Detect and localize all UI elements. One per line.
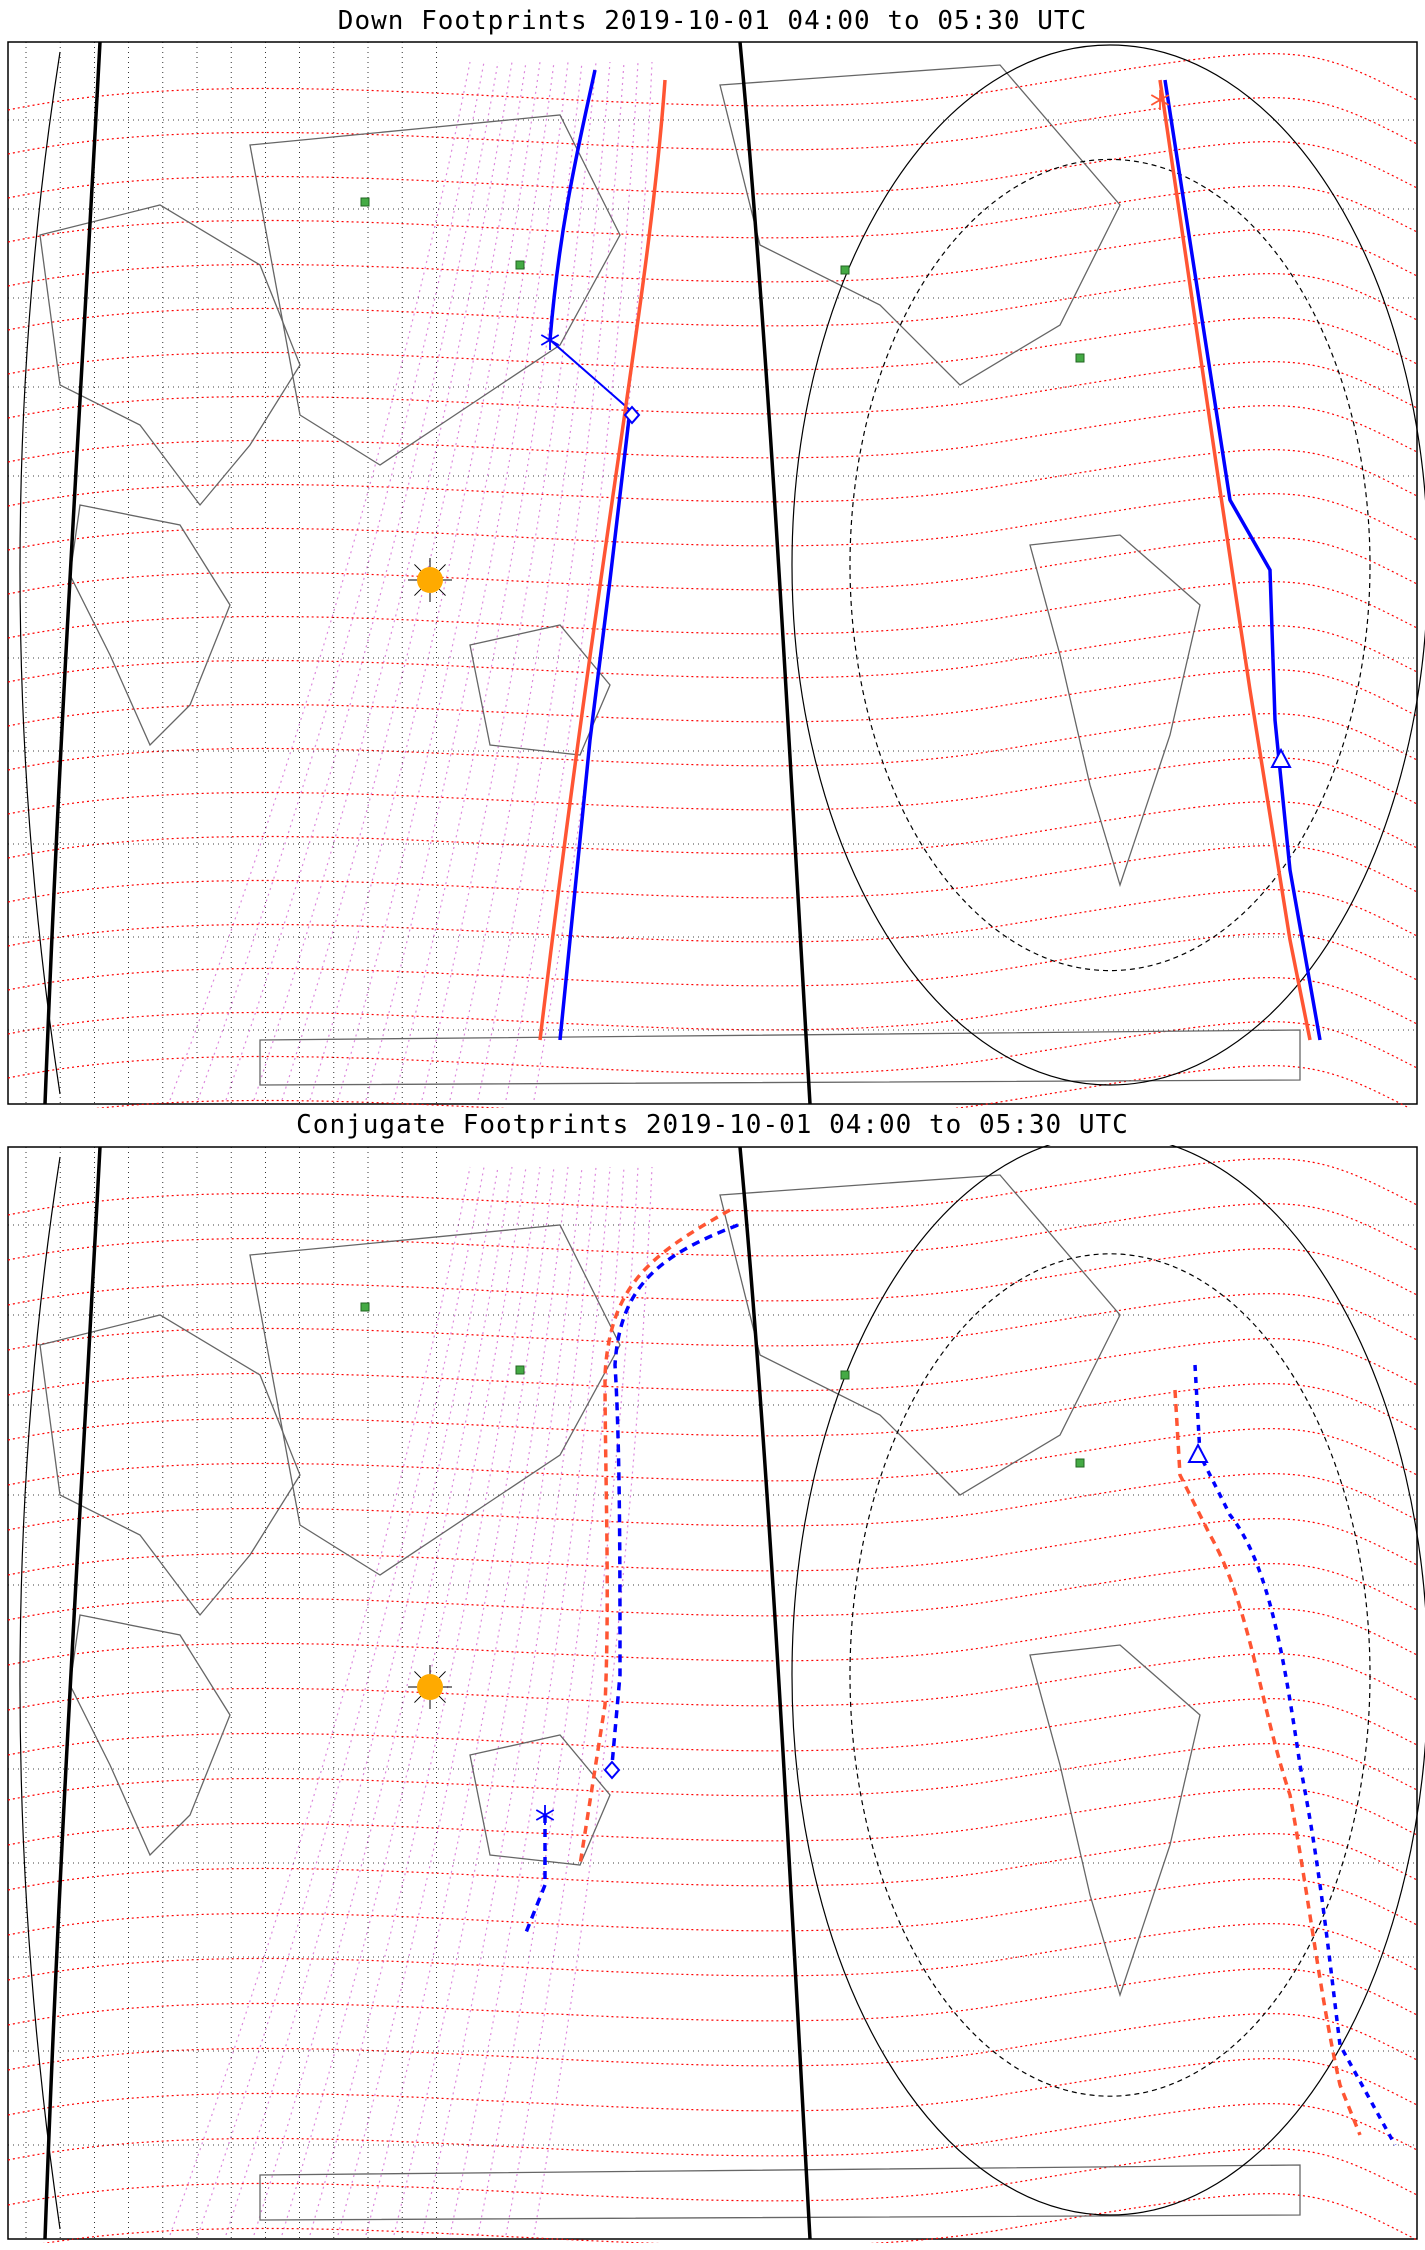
vlf-square-icon: [841, 1371, 849, 1379]
down-footprints-map: [0, 40, 1425, 1108]
panel-title-down: Down Footprints 2019-10-01 04:00 to 05:30 UTC: [337, 6, 1088, 36]
map-frame: [8, 42, 1417, 1104]
vlf-square-icon: [1076, 1459, 1084, 1467]
sun-icon: [417, 1674, 443, 1700]
vlf-square-icon: [516, 261, 524, 269]
vlf-square-icon: [361, 1303, 369, 1311]
vlf-square-icon: [361, 198, 369, 206]
vlf-square-icon: [841, 266, 849, 274]
vlf-square-icon: [516, 1366, 524, 1374]
conjugate-footprints-map: [0, 1145, 1425, 2243]
sun-marker: [408, 1665, 452, 1709]
sun-marker: [408, 558, 452, 602]
vlf-square-icon: [1076, 354, 1084, 362]
sun-icon: [417, 567, 443, 593]
panel-title-conjugate: Conjugate Footprints 2019-10-01 04:00 to 05:30 UTC: [296, 1110, 1129, 1140]
map-frame: [8, 1147, 1417, 2239]
